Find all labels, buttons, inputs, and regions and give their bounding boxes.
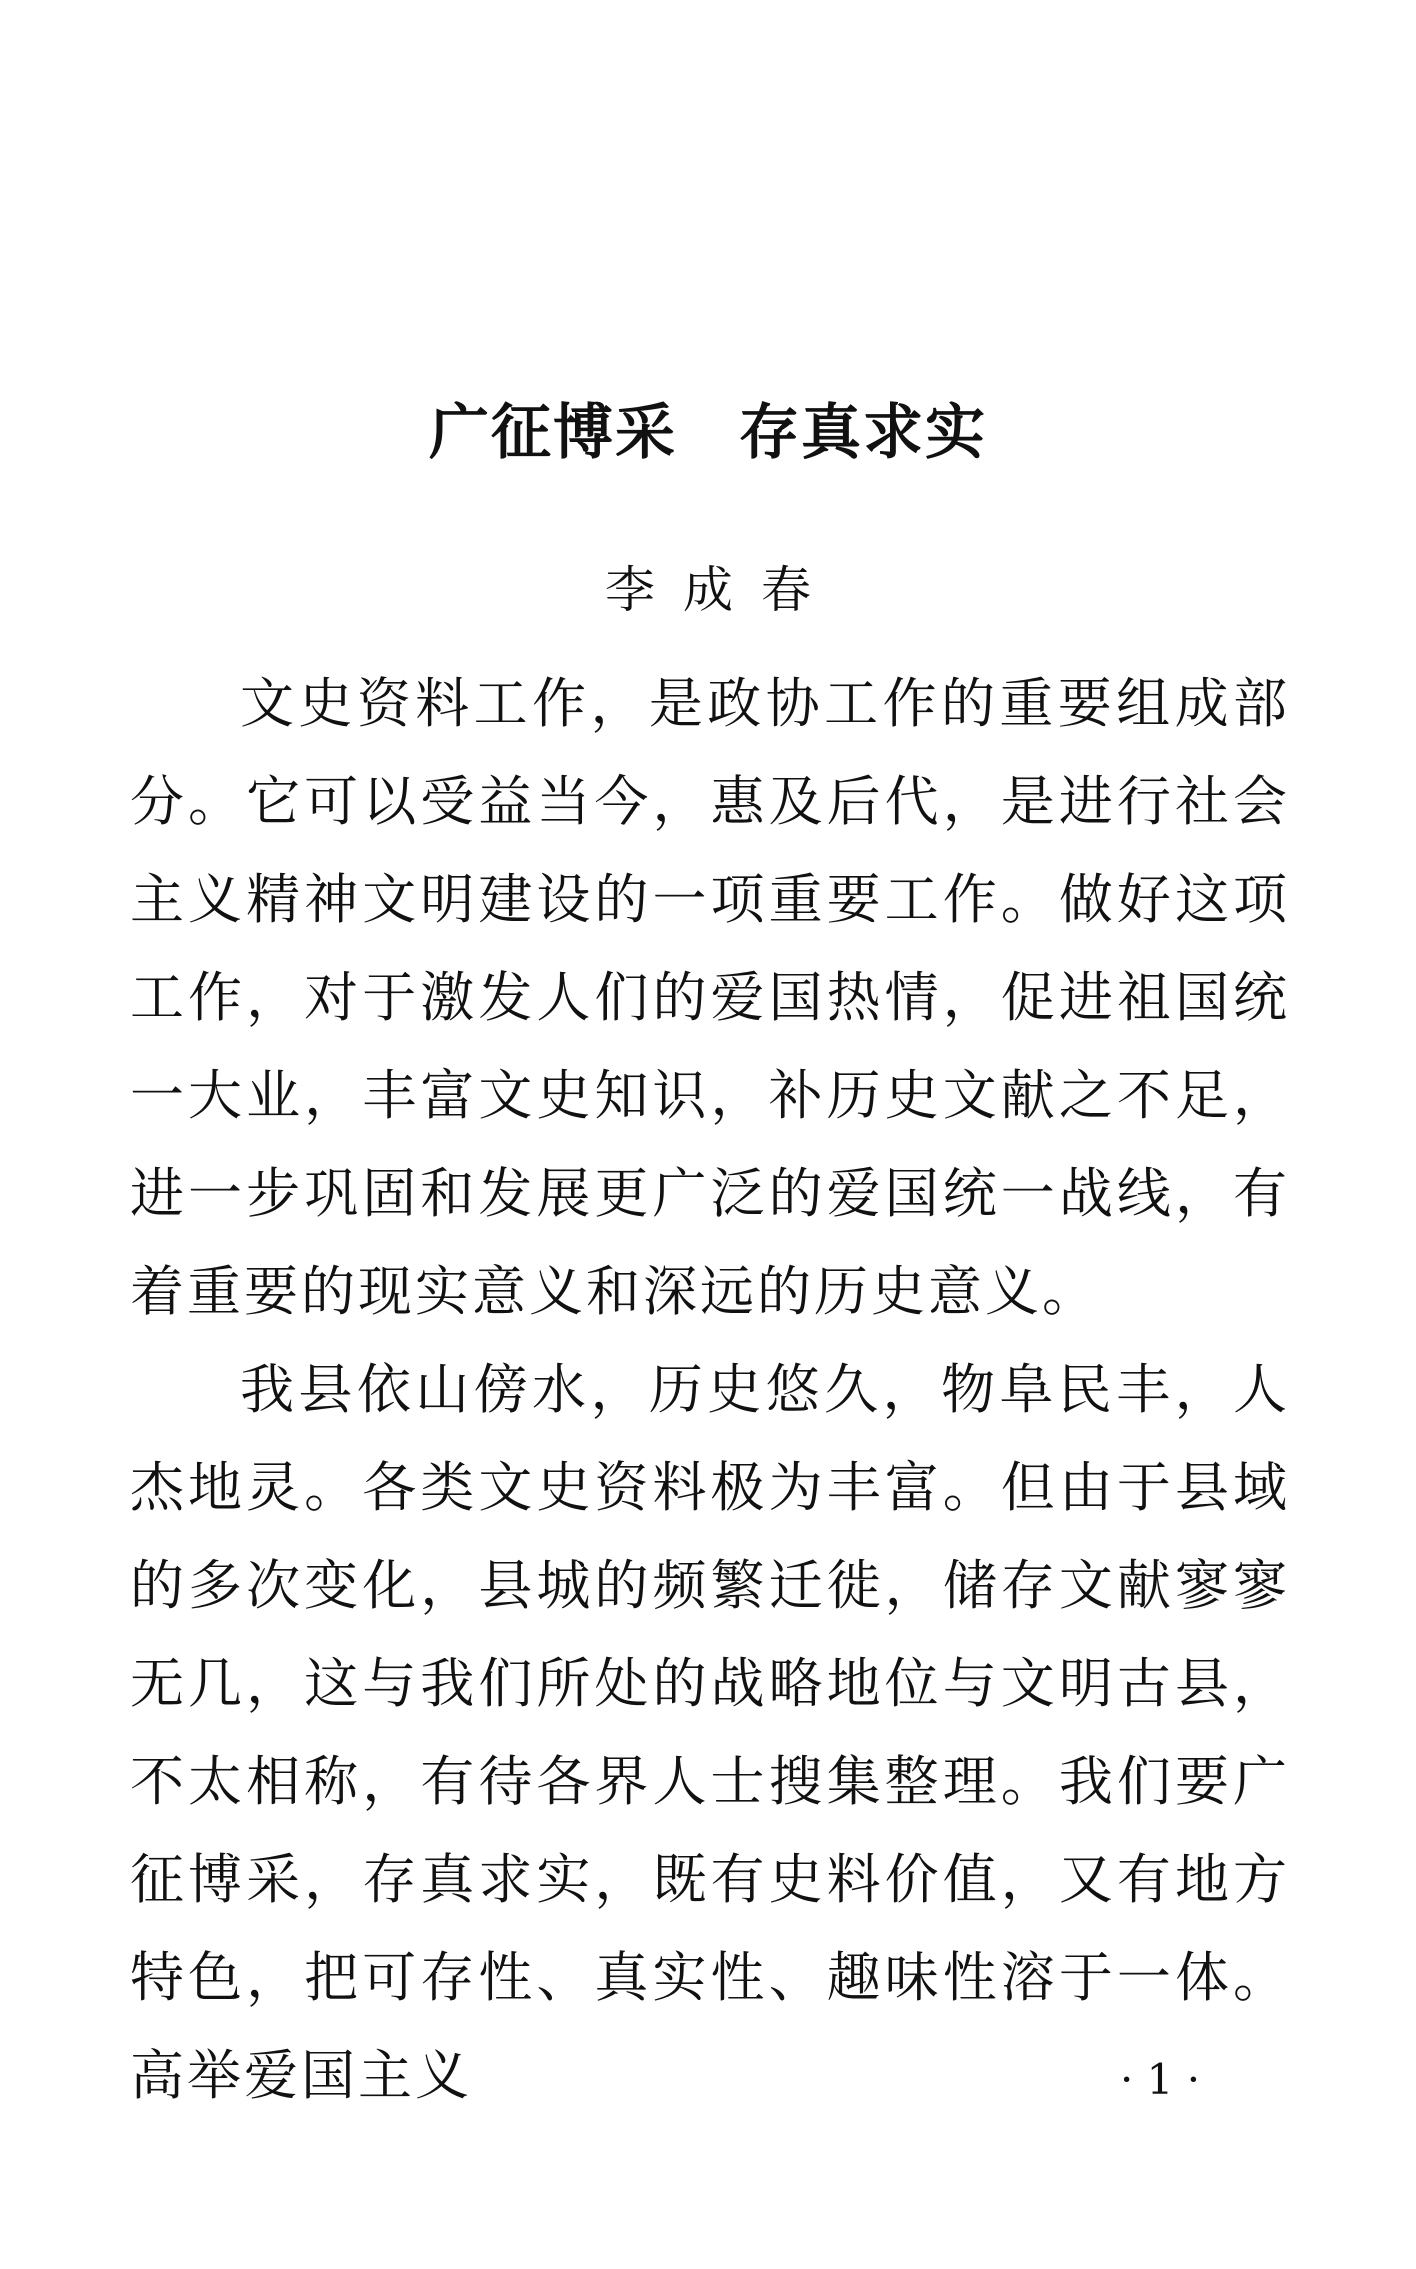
paragraph-2: 我县依山傍水，历史悠久，物阜民丰，人杰地灵。各类文史资料极为丰富。但由于县域的多次变化，县城的频繁迁徙，储存文献寥寥无几，这与我们所处的战略地位与文明古县，不太相称，有待各界人士搜集整理。我们要广征博采，存真求实，既有史料价值，又有地方特色，把可存性、真实性、趣味性溶于一体。高举爱国主义: [130, 1358, 1290, 2107]
page-number: · 1 ·: [1119, 2055, 1201, 2104]
paragraph-1: 文史资料工作，是政协工作的重要组成部分。它可以受益当今，惠及后代，是进行社会主义精神文明建设的一项重要工作。做好这项工作，对于激发人们的爱国热情，促进祖国统一大业，丰富文史知识，补历史文献之不足，进一步巩固和发展更广泛的爱国统一战线，有着重要的现实意义和深远的历史意义。: [130, 672, 1290, 1323]
article-author: 李成春: [605, 561, 839, 619]
article-title: 广征博采 存真求实: [429, 398, 987, 468]
article-body: [130, 655, 1290, 2125]
